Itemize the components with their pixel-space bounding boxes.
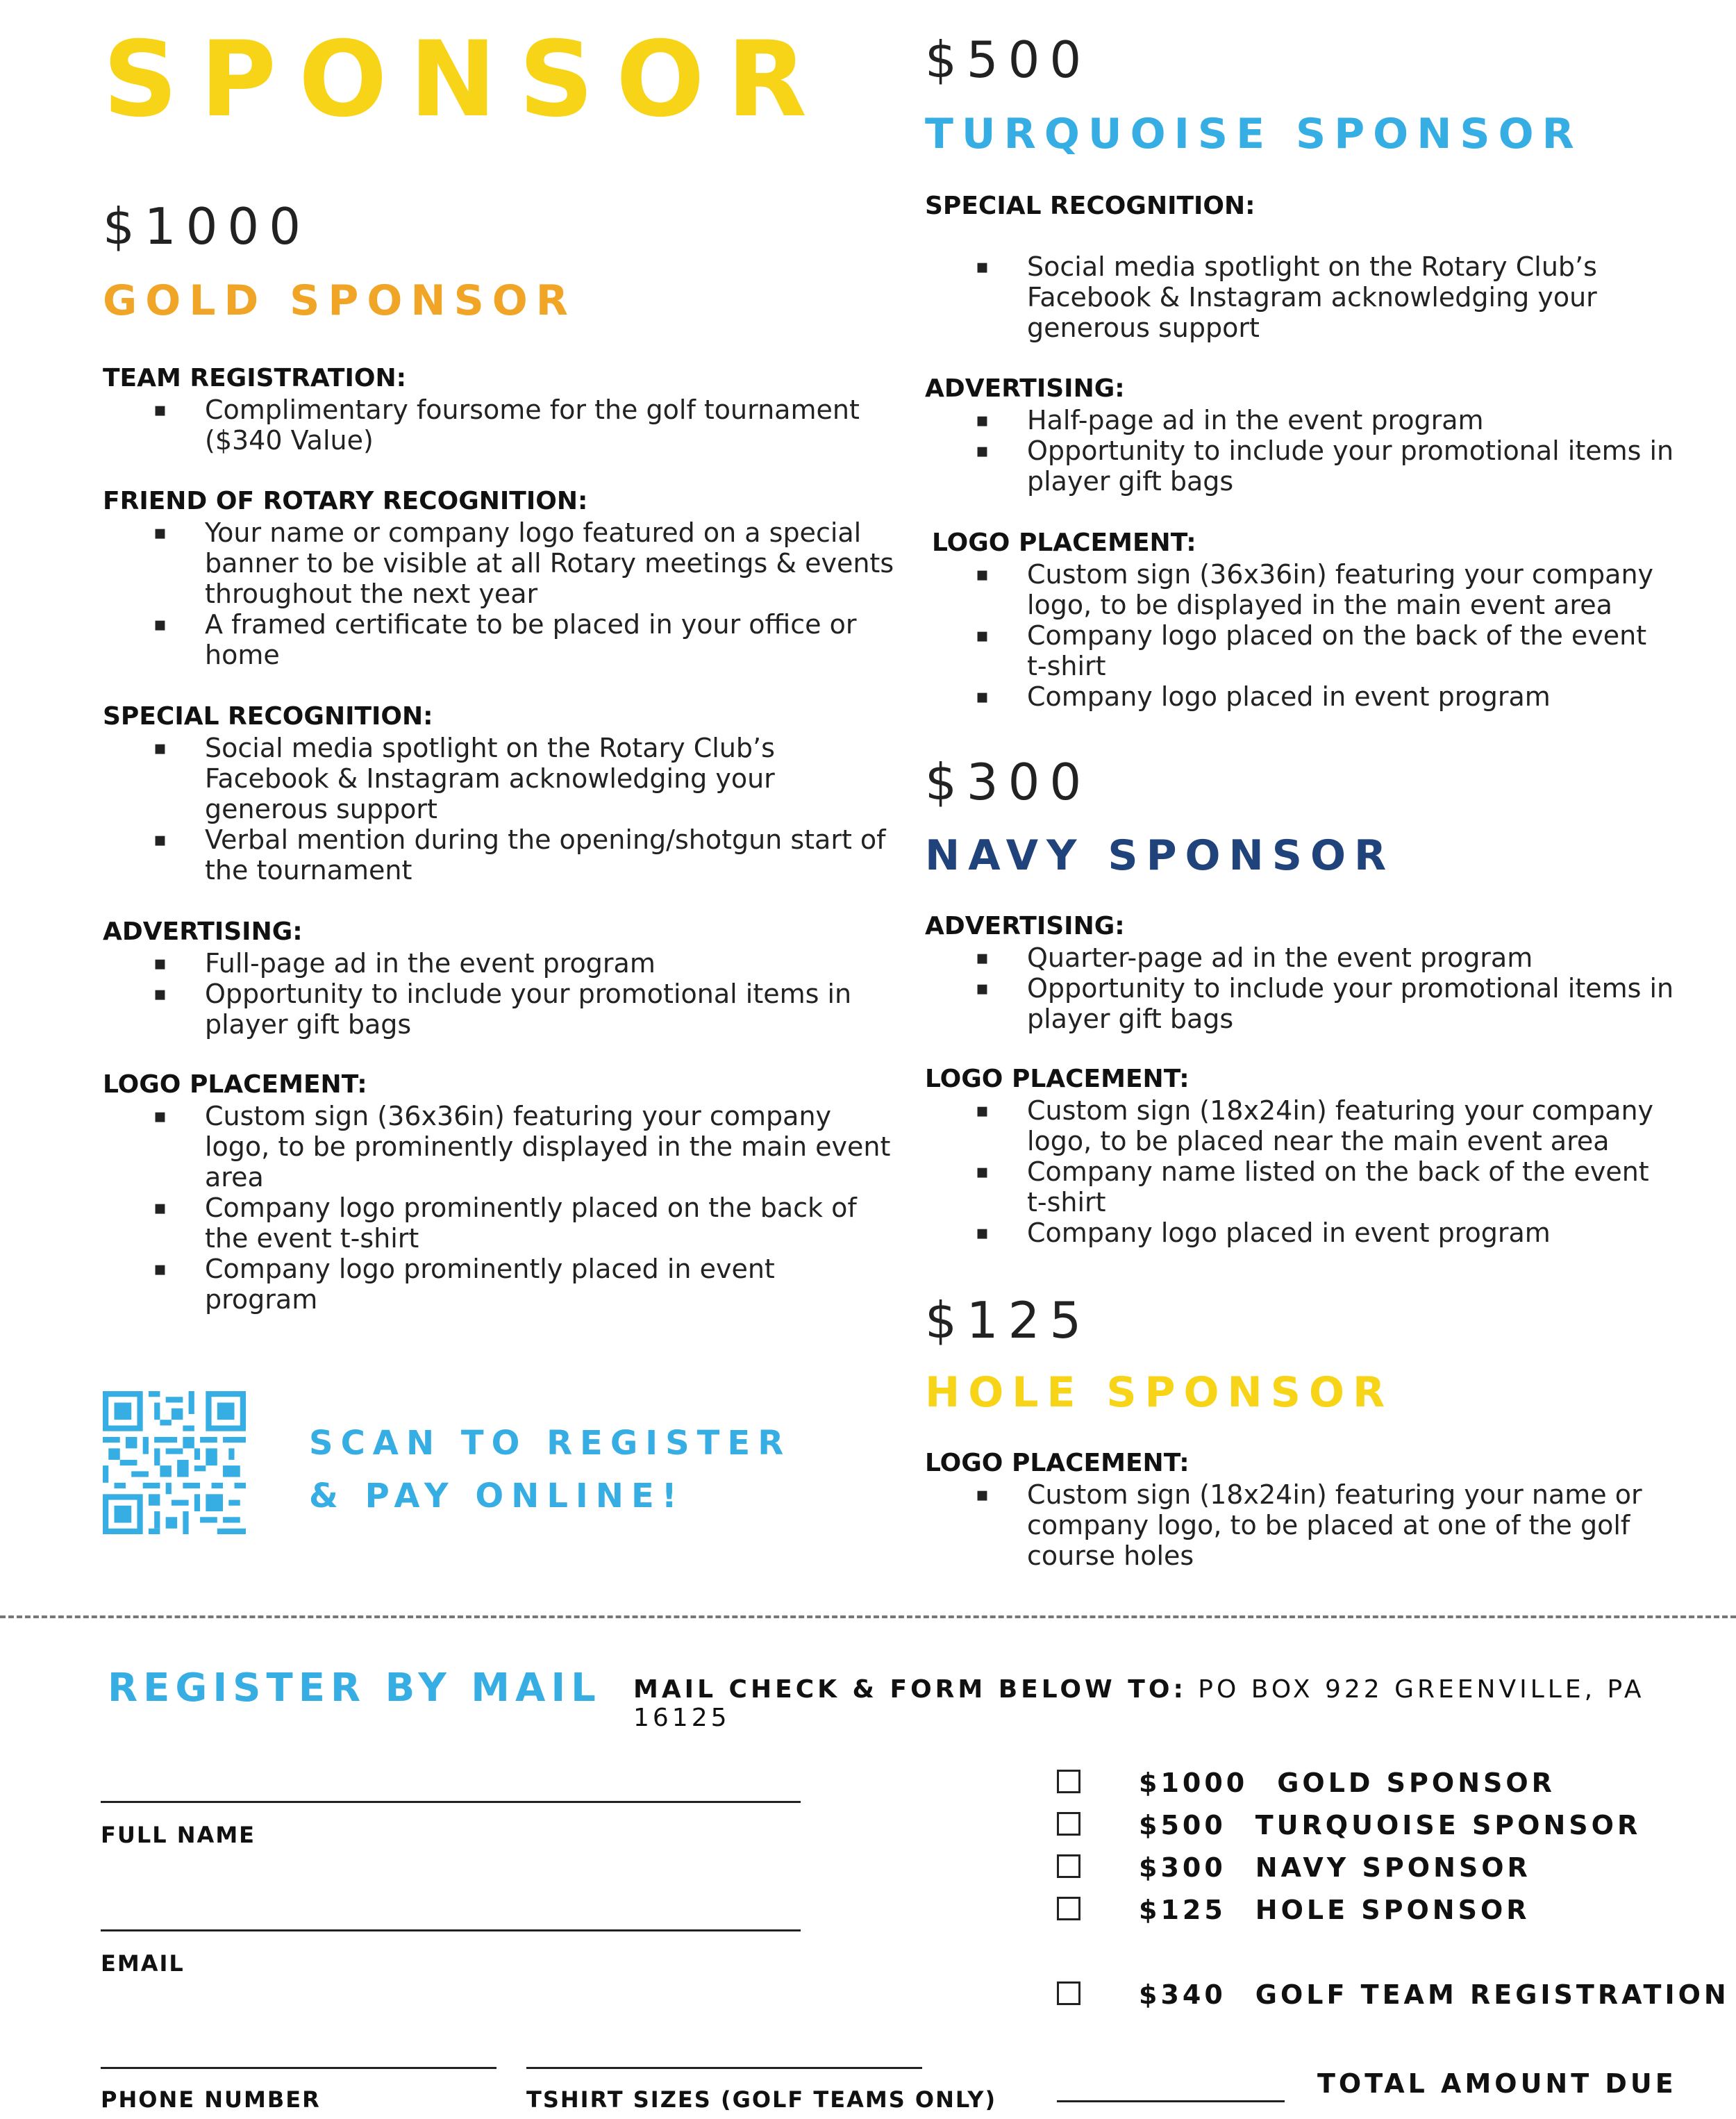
gold-tier-name: GOLD SPONSOR xyxy=(103,276,577,325)
list-item: ▪ Custom sign (18x24in) featuring your company xyxy=(976,1095,1654,1126)
list-item: ($340 Value) xyxy=(205,425,374,456)
list-item: ▪ Opportunity to include your promotional items in xyxy=(153,979,852,1009)
turquoise-section-list xyxy=(976,251,1597,343)
gold-section-heading: SPECIAL RECOGNITION: xyxy=(103,702,433,731)
gold-section-list xyxy=(153,948,852,1040)
navy-price: $300 xyxy=(925,753,1092,811)
list-item: logo, to be displayed in the main event area xyxy=(1027,590,1612,620)
turquoise-tier-name: TURQUOISE SPONSOR xyxy=(925,110,1583,158)
tshirt-field[interactable] xyxy=(526,2067,922,2069)
list-item: program xyxy=(205,1284,318,1315)
mail-address: PO BOX 922 GREENVILLE, PA 16125 xyxy=(633,1675,1645,1732)
list-item: ▪ Company logo prominently placed in event xyxy=(153,1254,775,1284)
list-item: ▪ Verbal mention during the opening/shotgun start of xyxy=(153,824,886,855)
gold-section-list xyxy=(153,517,894,670)
scan-line-2: & PAY ONLINE! xyxy=(309,1477,685,1515)
golf-team-registration-checkbox[interactable] xyxy=(1057,1981,1080,2005)
turquoise-section-list xyxy=(976,559,1654,712)
gold-sponsor-checkbox[interactable] xyxy=(1057,1770,1080,1793)
list-item: Facebook & Instagram acknowledging your xyxy=(1027,282,1597,313)
hole-section-heading: LOGO PLACEMENT: xyxy=(925,1449,1190,1477)
option-golf-team: $340 GOLF TEAM REGISTRATION xyxy=(1139,1979,1730,2010)
list-item: player gift bags xyxy=(205,1009,412,1040)
total-amount-field[interactable] xyxy=(1057,2100,1285,2102)
list-item: ▪ Custom sign (18x24in) featuring your name or xyxy=(976,1479,1642,1510)
mail-label: MAIL CHECK & FORM BELOW TO: xyxy=(633,1675,1187,1704)
turquoise-section-list xyxy=(976,405,1674,497)
tshirt-label: TSHIRT SIZES (GOLF TEAMS ONLY) xyxy=(526,2086,997,2113)
list-item: the event t-shirt xyxy=(205,1223,419,1254)
list-item: t-shirt xyxy=(1027,1187,1106,1218)
list-item: Facebook & Instagram acknowledging your xyxy=(205,763,775,794)
gold-section-list xyxy=(153,733,886,886)
list-item: ▪ A framed certificate to be placed in your office or xyxy=(153,609,857,640)
list-item: ▪ Half-page ad in the event program xyxy=(976,405,1484,435)
list-item: ▪ Company name listed on the back of the event xyxy=(976,1156,1649,1187)
mail-address-line xyxy=(633,1675,1736,1732)
list-item: banner to be visible at all Rotary meetings & events xyxy=(205,548,894,579)
list-item: ▪ Custom sign (36x36in) featuring your company xyxy=(976,559,1654,590)
list-item: player gift bags xyxy=(1027,1004,1234,1034)
list-item: course holes xyxy=(1027,1540,1194,1571)
list-item: ▪ Full-page ad in the event program xyxy=(153,948,656,979)
email-field[interactable] xyxy=(101,1929,801,1931)
list-item: area xyxy=(205,1162,264,1193)
turquoise-section-heading: SPECIAL RECOGNITION: xyxy=(925,192,1255,220)
gold-price: $1000 xyxy=(103,197,311,256)
option-hole: $125 HOLE SPONSOR xyxy=(1139,1895,1530,1925)
list-item: ▪ Quarter-page ad in the event program xyxy=(976,942,1533,973)
list-item: player gift bags xyxy=(1027,466,1234,497)
navy-section-heading: LOGO PLACEMENT: xyxy=(925,1065,1190,1093)
list-item: ▪ Opportunity to include your promotional items in xyxy=(976,435,1674,466)
full-name-label: FULL NAME xyxy=(101,1822,256,1848)
list-item: throughout the next year xyxy=(205,579,538,609)
tear-off-divider xyxy=(0,1615,1736,1618)
total-amount-label: TOTAL AMOUNT DUE xyxy=(1317,2068,1677,2099)
phone-field[interactable] xyxy=(101,2067,496,2069)
page-title: SPONSOR xyxy=(103,19,830,140)
email-label: EMAIL xyxy=(101,1950,185,1977)
gold-section-list xyxy=(153,394,860,456)
gold-section-heading: FRIEND OF ROTARY RECOGNITION: xyxy=(103,487,588,515)
list-item: ▪ Company logo placed on the back of the event xyxy=(976,620,1647,651)
list-item: company logo, to be placed at one of the golf xyxy=(1027,1510,1630,1540)
list-item: ▪ Complimentary foursome for the golf tournament xyxy=(153,394,860,425)
list-item: ▪ Company logo placed in event program xyxy=(976,1218,1551,1248)
list-item: generous support xyxy=(1027,313,1260,343)
list-item: t-shirt xyxy=(1027,651,1106,681)
list-item: ▪ Company logo prominently placed on the back of xyxy=(153,1193,857,1223)
register-by-mail-title: REGISTER BY MAIL xyxy=(108,1665,601,1711)
gold-section-heading: ADVERTISING: xyxy=(103,917,303,946)
list-item: logo, to be placed near the main event area xyxy=(1027,1126,1610,1156)
hole-tier-name: HOLE SPONSOR xyxy=(925,1368,1394,1417)
list-item: ▪ Opportunity to include your promotional items in xyxy=(976,973,1674,1004)
navy-section-heading: ADVERTISING: xyxy=(925,912,1125,940)
qr-code-icon[interactable] xyxy=(103,1391,246,1534)
list-item: ▪ Company logo placed in event program xyxy=(976,681,1551,712)
list-item: home xyxy=(205,640,280,670)
turquoise-section-heading: ADVERTISING: xyxy=(925,374,1125,403)
gold-section-list xyxy=(153,1101,891,1315)
turquoise-price: $500 xyxy=(925,31,1092,89)
list-item: the tournament xyxy=(205,855,412,886)
list-item: ▪ Social media spotlight on the Rotary Club’s xyxy=(153,733,775,763)
navy-sponsor-checkbox[interactable] xyxy=(1057,1854,1080,1878)
full-name-field[interactable] xyxy=(101,1801,801,1803)
option-navy: $300 NAVY SPONSOR xyxy=(1139,1852,1531,1883)
gold-section-heading: TEAM REGISTRATION: xyxy=(103,364,406,392)
list-item: ▪ Custom sign (36x36in) featuring your company xyxy=(153,1101,832,1131)
hole-sponsor-checkbox[interactable] xyxy=(1057,1897,1080,1920)
list-item: ▪ Your name or company logo featured on a special xyxy=(153,517,862,548)
option-turquoise: $500 TURQUOISE SPONSOR xyxy=(1139,1810,1642,1840)
turquoise-section-heading: LOGO PLACEMENT: xyxy=(932,529,1196,557)
navy-section-list xyxy=(976,942,1674,1034)
hole-price: $125 xyxy=(925,1291,1092,1349)
list-item: generous support xyxy=(205,794,437,824)
scan-to-register-text xyxy=(309,1417,791,1522)
navy-tier-name: NAVY SPONSOR xyxy=(925,831,1395,880)
hole-section-list xyxy=(976,1479,1642,1571)
scan-line-1: SCAN TO REGISTER xyxy=(309,1424,792,1463)
phone-label: PHONE NUMBER xyxy=(101,2086,321,2113)
option-gold: $1000 GOLD SPONSOR xyxy=(1139,1768,1555,1798)
gold-section-heading: LOGO PLACEMENT: xyxy=(103,1070,367,1099)
list-item: logo, to be prominently displayed in the main event xyxy=(205,1131,891,1162)
turquoise-sponsor-checkbox[interactable] xyxy=(1057,1812,1080,1836)
navy-section-list xyxy=(976,1095,1654,1248)
list-item: ▪ Social media spotlight on the Rotary Club’s xyxy=(976,251,1597,282)
